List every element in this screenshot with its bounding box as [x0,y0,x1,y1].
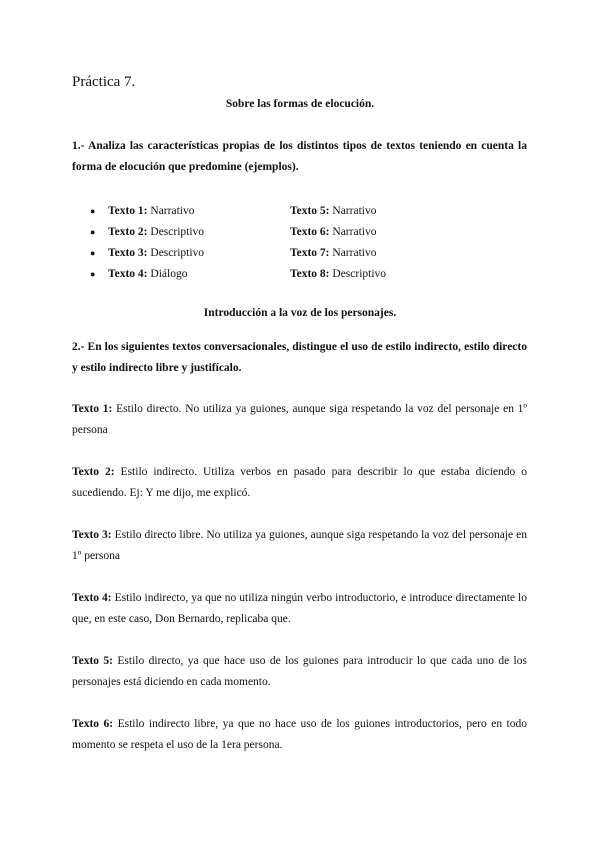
answer-texto-2 [72,462,527,504]
item-value: Descriptivo [147,225,205,238]
list-item-right [290,205,528,217]
item-value: Descriptivo [329,267,387,280]
answer-label: Texto 6: [72,718,114,730]
bullet-icon: ● [90,226,96,237]
item-value: Narrativo [329,225,377,238]
list-item-right [290,268,528,280]
answer-texto-5 [72,651,527,693]
list-item-left [108,205,290,217]
item-label: Texto 4: [108,267,148,280]
list-item [72,242,528,263]
section2-heading: Introducción a la voz de los personajes. [203,307,397,319]
item-label: Texto 5: [290,204,330,217]
answer-label: Texto 1: [72,403,113,415]
answer-texto-4 [72,588,527,630]
bullet-icon: ● [90,247,96,258]
answer-label: Texto 4: [72,592,112,604]
item-label: Texto 2: [108,225,148,238]
answer-text: Estilo directo libre. No utiliza ya guiones, aunque siga respetando la voz del personaje en 1º persona [72,529,527,562]
item-value: Narrativo [329,246,377,259]
list-item [72,263,528,284]
list-item [72,221,528,242]
answer-label: Texto 2: [72,466,115,478]
item-label: Texto 6: [290,225,330,238]
item-value: Narrativo [147,204,195,217]
answer-texto-3 [72,525,527,567]
section1-heading: Sobre las formas de elocución. [225,98,375,110]
list-item-left [108,247,290,259]
answer-label: Texto 3: [72,529,112,541]
list-item-right [290,226,528,238]
question-2: 2.- En los siguientes textos conversacionales, distingue el uso de estilo indirecto, estilo directo y estilo indirecto libre y justifícalo. [72,341,527,374]
answer-text: Estilo indirecto, ya que no utiliza ningún verbo introductorio, e introduce directamente lo que, en este caso, Don Bernardo, replicaba que. [72,592,527,625]
item-value: Diálogo [147,267,188,280]
list-item [72,200,528,221]
page-title: Práctica 7. [72,74,136,90]
item-value: Narrativo [329,204,377,217]
bullet-icon: ● [90,268,96,279]
bullet-icon: ● [90,205,96,216]
answer-text: Estilo directo. No utiliza ya guiones, aunque siga respetando la voz del personaje en 1º persona [72,403,527,436]
item-label: Texto 7: [290,246,330,259]
text-type-list [72,200,528,284]
answer-texto-1 [72,399,527,441]
item-label: Texto 3: [108,246,148,259]
list-item-left [108,268,290,280]
question-1: 1.- Analiza las características propias de los distintos tipos de textos teniendo en cuenta la forma de elocución que predomine (ejemplos). [72,140,527,173]
answer-texto-6 [72,714,527,756]
answer-text: Estilo directo, ya que hace uso de los guiones para introducir lo que cada uno de los personajes está diciendo en cada momento. [72,655,527,688]
answer-text: Estilo indirecto libre, ya que no hace uso de los guiones introductorios, pero en todo momento se respeta el uso de la 1era persona. [72,718,527,751]
item-value: Descriptivo [147,246,205,259]
item-label: Texto 8: [290,267,330,280]
answer-text: Estilo indirecto. Utiliza verbos en pasado para describir lo que estaba diciendo o sucediendo. Ej: Y me dijo, me explicó. [72,466,527,499]
list-item-right [290,247,528,259]
item-label: Texto 1: [108,204,148,217]
list-item-left [108,226,290,238]
answer-label: Texto 5: [72,655,114,667]
